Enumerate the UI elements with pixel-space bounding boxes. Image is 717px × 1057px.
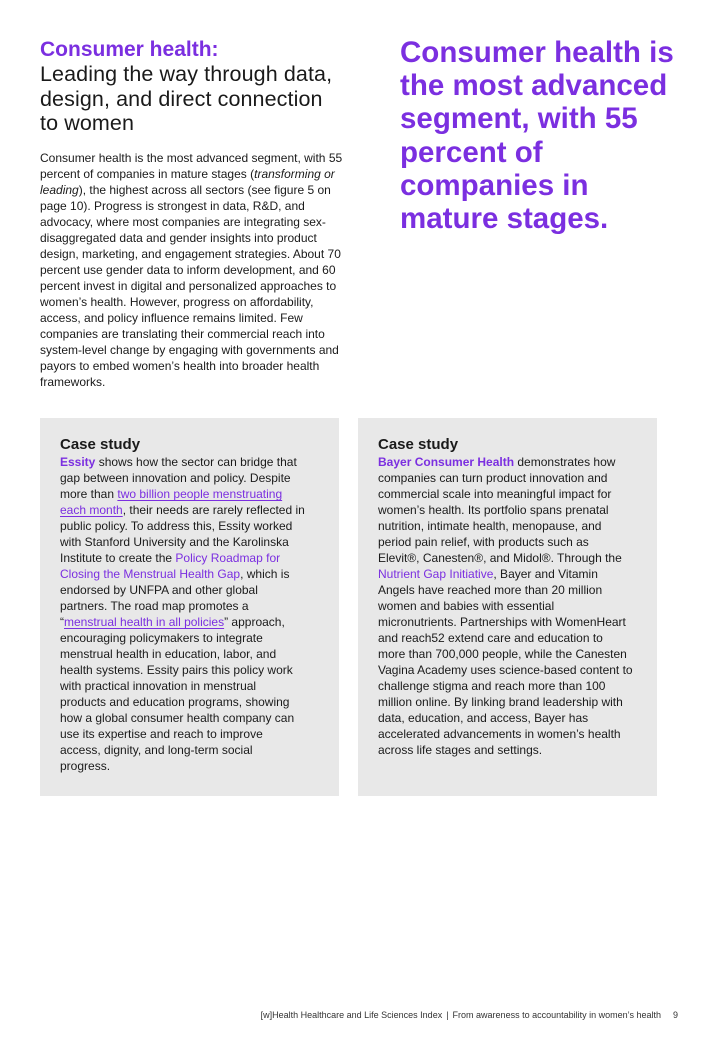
menstrual-health-policies-link[interactable]: menstrual health in all policies (64, 615, 225, 629)
case-study-heading: Case study (60, 436, 141, 453)
section-subtitle: Leading the way through data, design, and direct connection to women (40, 62, 333, 135)
intro-italic-text: transforming or leading (40, 166, 335, 197)
nutrient-gap-initiative-link[interactable]: Nutrient Gap Initiative (378, 567, 494, 581)
footer-tagline: From awareness to accountability in women’s health (452, 1010, 661, 1020)
pull-quote: Consumer health is the most advanced segment, with 55 percent of companies in mature stages. (400, 36, 674, 236)
case-study-essity (40, 418, 339, 796)
case-text: demonstrates how companies can turn product innovation and commercial scale into meaningful impact for women’s health. Its portfolio spans prenatal nutrition, intimate health, menopause, and period pain relief, with products such as Elevit®, Canesten®, and Midol®. Through the (378, 455, 622, 565)
case-text: shows how the sector can bridge that gap between innovation and policy. Despite more than (60, 455, 297, 501)
case-text: , their needs are rarely reflected in public policy. To address this, Essity worked with Stanford University and the Karolinska Institute to create the (60, 503, 305, 565)
case-study-body (378, 454, 637, 758)
footer-publication: [w]Health Healthcare and Life Sciences Index (260, 1010, 443, 1020)
intro-text-1: Consumer health is the most advanced segment, with 55 percent of companies in mature stages ( (40, 150, 343, 181)
case-text: , Bayer and Vitamin Angels have reached more than 20 million women and babies with essential micronutrients. Partnerships with WomenHeart and reach52 extend care and education to more than 700,000 people, while the Canesten Vagina Academy uses science-based content to challenge stigma and reach more than 100 million online. By linking brand leadership with data, education, and access, Bayer has accelerated advancements in women’s health across life stages and settings. (378, 567, 633, 757)
case-text: ” approach, encouraging policymakers to integrate menstrual health in education, labor, and health systems. Essity pairs this policy work with practical innovation in menstrual products and education programs, showing how a global consumer health company can use its expertise and reach to improve access, dignity, and long-term social progress. (60, 615, 295, 773)
page-number: 9 (672, 1010, 678, 1020)
menstruating-statistic-link[interactable]: two billion people menstruating each month (60, 487, 283, 517)
intro-paragraph (40, 150, 344, 390)
footer-separator: | (446, 1010, 449, 1020)
bayer-consumer-health-link[interactable]: Bayer Consumer Health (378, 455, 515, 469)
case-text: , which is endorsed by UNFPA and other global partners. The road map promotes a “ (60, 567, 290, 629)
case-study-heading: Case study (378, 436, 459, 453)
section-title: Consumer health: (40, 38, 219, 61)
essity-link[interactable]: Essity (60, 455, 96, 469)
page-footer (0, 1009, 678, 1021)
case-study-body (60, 454, 319, 774)
intro-text-2: ), the highest across all sectors (see figure 5 on page 10). Progress is strongest in data, R&D, and advocacy, where most companies are integrating sex-disaggregated data and gender insights into product design, marketing, and engagement strategies. About 70 percent use gender data to inform development, and 60 percent invest in digital and personalized approaches to women’s health. However, progress on affordability, access, and policy influence remains limited. Few companies are translating their commercial reach into system-level change by engaging with governments and payors to embed women’s health into broader health frameworks. (40, 182, 341, 389)
intro-section (40, 37, 344, 390)
policy-roadmap-link[interactable]: Policy Roadmap for Closing the Menstrual Health Gap (60, 551, 281, 581)
case-study-bayer (358, 418, 657, 796)
